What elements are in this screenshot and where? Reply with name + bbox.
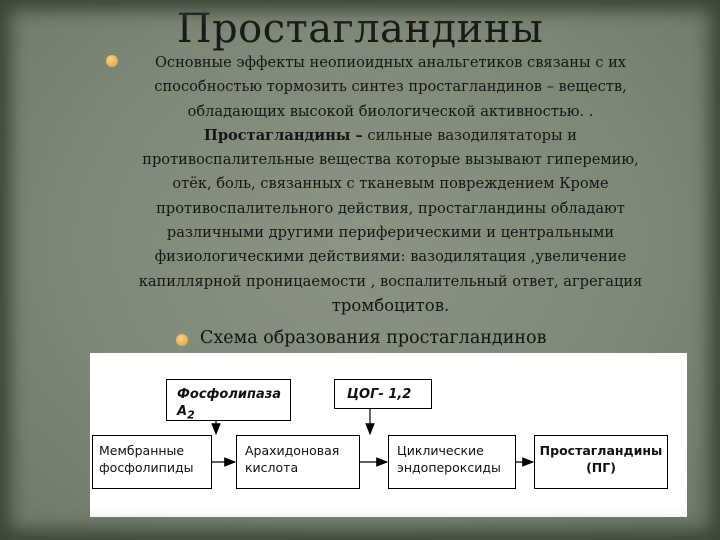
enzyme-box-cox bbox=[334, 379, 432, 409]
enzyme-box-phospholipase bbox=[166, 379, 291, 421]
enzyme-subscript: 2 bbox=[187, 408, 195, 422]
scheme-label: Схема образования простагландинов bbox=[200, 328, 547, 348]
step-label: кислота bbox=[245, 460, 299, 475]
step-label: (ПГ) bbox=[586, 460, 616, 475]
bullet-dot-icon bbox=[176, 334, 188, 346]
para-line: Основные эффекты неопиоидных анальгетиков связаны с их bbox=[154, 54, 627, 71]
para-line: обладающих высокой биологической активностью. . bbox=[187, 102, 594, 120]
para-line: противоспалительного действия, простагландины обладают bbox=[156, 199, 625, 217]
enzyme-label: Фосфолипаза А bbox=[177, 387, 282, 419]
para-bold-term: Простагландины – bbox=[204, 126, 363, 144]
para-text: сильные вазодилятаторы и bbox=[362, 126, 577, 144]
para-line: физиологическими действиями: вазодилятация ,увеличение bbox=[154, 248, 627, 266]
step-box-endoperoxides bbox=[388, 435, 516, 489]
step-label: Циклические bbox=[397, 443, 484, 458]
step-label: Простагландины bbox=[539, 443, 663, 458]
main-paragraph bbox=[108, 51, 673, 318]
scheme-diagram bbox=[90, 353, 687, 517]
para-line: противоспалительные вещества которые вызывают гиперемию, bbox=[142, 151, 639, 169]
para-line: капиллярной проницаемости , воспалительный ответ, агрегация bbox=[138, 272, 643, 290]
step-label: Арахидоновая bbox=[245, 443, 340, 458]
step-box-membrane-phospholipids bbox=[92, 435, 212, 489]
para-line: способностью тормозить синтез простагландинов – веществ, bbox=[154, 78, 627, 96]
step-label: Мембранные bbox=[99, 443, 185, 458]
step-box-arachidonic-acid bbox=[236, 435, 360, 489]
para-line bbox=[108, 124, 673, 148]
step-label: фосфолипиды bbox=[99, 460, 194, 475]
para-line: отёк, боль, связанных с тканевым повреждением Кроме bbox=[172, 175, 609, 193]
step-box-prostaglandins bbox=[534, 435, 668, 489]
step-label: эндопероксиды bbox=[397, 460, 501, 475]
para-line: различными другими периферическими и центральными bbox=[166, 224, 615, 242]
enzyme-label: ЦОГ- 1,2 bbox=[347, 387, 412, 402]
slide-title: Простагландины bbox=[176, 6, 544, 52]
para-line: тромбоцитов. bbox=[331, 295, 450, 315]
